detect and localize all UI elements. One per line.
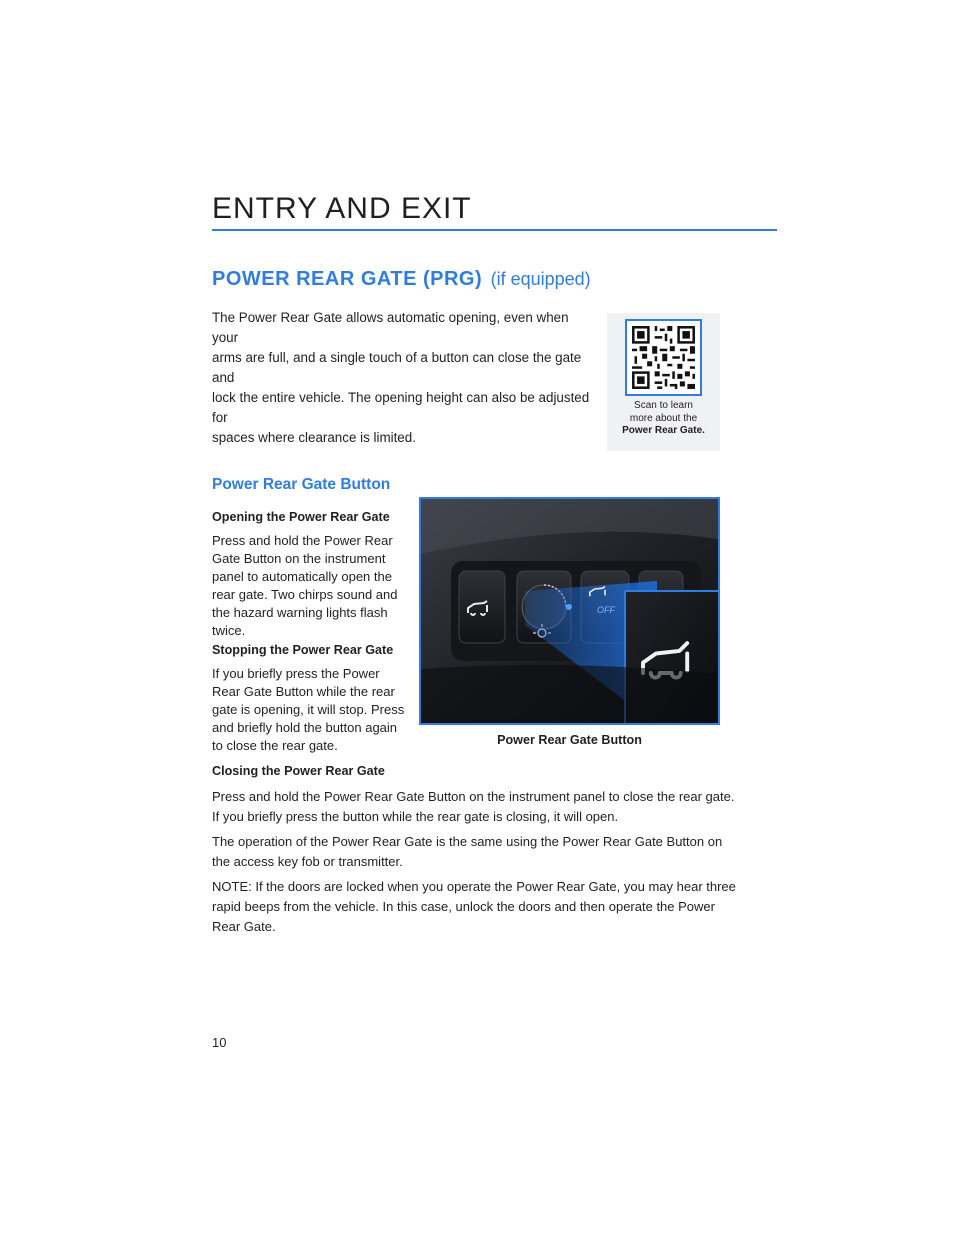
off-label: OFF <box>597 605 615 615</box>
qr-caption-bold: Power Rear Gate. <box>622 425 705 436</box>
note-line: rapid beeps from the vehicle. In this case, unlock the doors and then operate the Power <box>212 899 715 914</box>
stopping-text <box>212 665 412 755</box>
stopping-title: Stopping the Power Rear Gate <box>212 643 394 657</box>
subheading: Power Rear Gate Button <box>212 476 391 493</box>
opening-line: the hazard warning lights flash <box>212 605 388 620</box>
note-text <box>212 877 772 937</box>
heading-sub: (if equipped) <box>490 269 591 289</box>
heading-main: POWER REAR GATE (PRG) <box>212 268 483 290</box>
opening-line: rear gate. Two chirps sound and <box>212 587 398 602</box>
qr-caption <box>607 400 720 438</box>
section-rule <box>212 229 777 231</box>
stopping-line: If you briefly press the Power <box>212 666 380 681</box>
stopping-line: to close the rear gate. <box>212 738 338 753</box>
intro-line: The Power Rear Gate allows automatic opening, even when your <box>212 310 569 345</box>
operation-text <box>212 832 772 872</box>
opening-line: Press and hold the Power Rear <box>212 533 393 548</box>
opening-line: twice. <box>212 623 246 638</box>
photo-caption: Power Rear Gate Button <box>497 733 642 747</box>
section-title: ENTRY AND EXIT <box>212 192 472 225</box>
closing-text <box>212 787 772 827</box>
stopping-line: gate is opening, it will stop. Press <box>212 702 405 717</box>
intro-line: lock the entire vehicle. The opening height can also be adjusted for <box>212 390 590 425</box>
opening-line: Gate Button on the instrument <box>212 551 386 566</box>
stopping-line: Rear Gate Button while the rear <box>212 684 395 699</box>
qr-code-frame[interactable] <box>625 319 702 396</box>
note-line: NOTE: If the doors are locked when you operate the Power Rear Gate, you may hear three <box>212 879 736 894</box>
intro-line: arms are full, and a single touch of a button can close the gate and <box>212 350 582 385</box>
opening-text <box>212 532 412 640</box>
opening-title: Opening the Power Rear Gate <box>212 510 390 524</box>
intro-line: spaces where clearance is limited. <box>212 430 416 445</box>
note-line: Rear Gate. <box>212 919 276 934</box>
qr-code-icon <box>627 321 700 394</box>
button-photo <box>419 497 720 725</box>
operation-line: The operation of the Power Rear Gate is the same using the Power Rear Gate Button on <box>212 834 723 849</box>
operation-line: the access key fob or transmitter. <box>212 854 403 869</box>
page-heading <box>212 268 591 291</box>
opening-line: panel to automatically open the <box>212 569 392 584</box>
qr-panel <box>607 313 720 451</box>
closing-title: Closing the Power Rear Gate <box>212 764 385 778</box>
closing-line: Press and hold the Power Rear Gate Button on the instrument panel to close the rear gate. <box>212 789 735 804</box>
page-number: 10 <box>212 1035 227 1050</box>
instrument-panel-illustration <box>421 499 718 723</box>
qr-caption-line: Scan to learn <box>634 400 693 411</box>
intro-paragraph <box>212 308 597 448</box>
closing-line: If you briefly press the button while the rear gate is closing, it will open. <box>212 809 619 824</box>
stopping-line: and briefly hold the button again <box>212 720 398 735</box>
qr-caption-line: more about the <box>629 412 698 424</box>
